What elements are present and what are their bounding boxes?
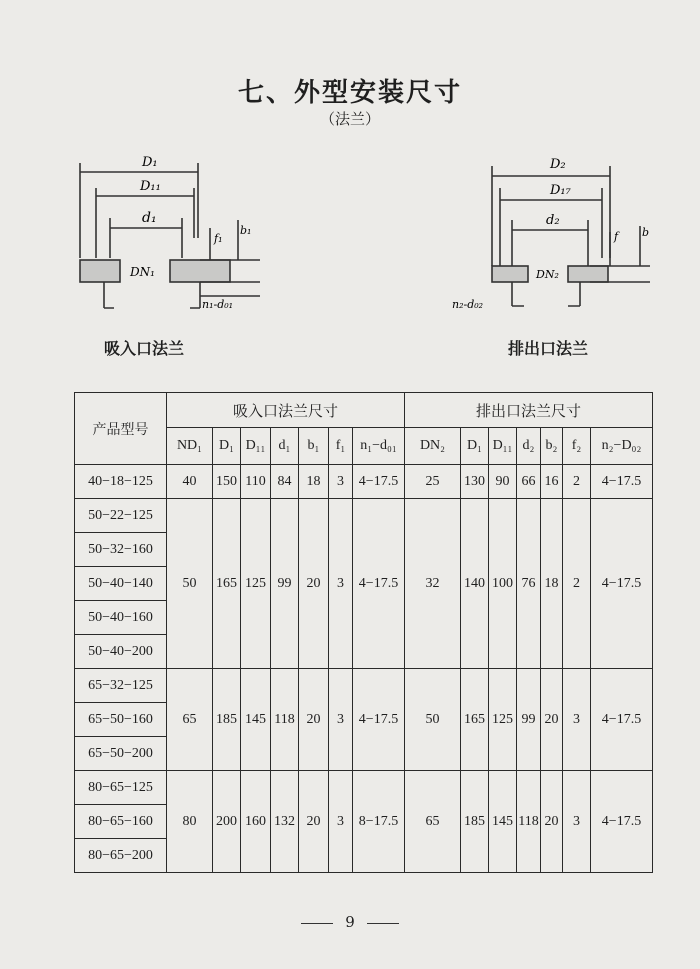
inlet-label-f: f₁ bbox=[214, 232, 223, 245]
inlet-value-cell: 8−17.5 bbox=[353, 771, 405, 873]
inlet-label-d: d₁ bbox=[142, 210, 157, 226]
outlet-col-header: d₂ bbox=[517, 428, 541, 465]
outlet-col-header: f₂ bbox=[563, 428, 591, 465]
outlet-value-cell: 99 bbox=[517, 669, 541, 771]
outlet-col-header: D₁₁ bbox=[489, 428, 517, 465]
inlet-value-cell: 3 bbox=[329, 465, 353, 499]
model-header: 产品型号 bbox=[75, 393, 167, 465]
model-cell: 50−40−200 bbox=[75, 635, 167, 669]
outlet-value-cell: 145 bbox=[489, 771, 517, 873]
inlet-value-cell: 4−17.5 bbox=[353, 465, 405, 499]
outlet-col-header: DN₂ bbox=[405, 428, 461, 465]
outlet-label-DN: DN₂ bbox=[536, 268, 559, 281]
model-cell: 50−22−125 bbox=[75, 499, 167, 533]
outlet-value-cell: 4−17.5 bbox=[591, 465, 653, 499]
outlet-value-cell: 20 bbox=[541, 771, 563, 873]
model-cell: 40−18−125 bbox=[75, 465, 167, 499]
model-cell: 80−65−160 bbox=[75, 805, 167, 839]
outlet-value-cell: 130 bbox=[461, 465, 489, 499]
inlet-col-header: ND₁ bbox=[167, 428, 213, 465]
flange-dimension-table bbox=[74, 392, 653, 873]
outlet-value-cell: 100 bbox=[489, 499, 517, 669]
inlet-col-header: D₁ bbox=[213, 428, 241, 465]
page-number: 9 bbox=[345, 913, 355, 931]
inlet-flange-caption: 吸入口法兰 bbox=[104, 339, 185, 358]
model-cell: 65−32−125 bbox=[75, 669, 167, 703]
inlet-value-cell: 40 bbox=[167, 465, 213, 499]
outlet-value-cell: 4−17.5 bbox=[591, 771, 653, 873]
outlet-group-header: 排出口法兰尺寸 bbox=[405, 393, 653, 428]
outlet-flange-caption: 排出口法兰 bbox=[508, 339, 589, 358]
inlet-group-header: 吸入口法兰尺寸 bbox=[167, 393, 405, 428]
inlet-value-cell: 84 bbox=[271, 465, 299, 499]
model-cell: 80−65−125 bbox=[75, 771, 167, 805]
inlet-value-cell: 80 bbox=[167, 771, 213, 873]
inlet-label-D1: D₁₁ bbox=[140, 179, 161, 194]
outlet-value-cell: 20 bbox=[541, 669, 563, 771]
model-cell: 65−50−200 bbox=[75, 737, 167, 771]
outlet-label-f: f bbox=[614, 230, 619, 243]
outlet-value-cell: 50 bbox=[405, 669, 461, 771]
inlet-value-cell: 145 bbox=[241, 669, 271, 771]
outlet-flange-drawing bbox=[450, 148, 660, 318]
outlet-value-cell: 3 bbox=[563, 771, 591, 873]
inlet-flange-drawing bbox=[70, 148, 270, 318]
inlet-value-cell: 65 bbox=[167, 669, 213, 771]
table-row bbox=[75, 669, 653, 703]
inlet-value-cell: 150 bbox=[213, 465, 241, 499]
outlet-col-header: b₂ bbox=[541, 428, 563, 465]
inlet-value-cell: 200 bbox=[213, 771, 241, 873]
inlet-value-cell: 4−17.5 bbox=[353, 669, 405, 771]
inlet-value-cell: 3 bbox=[329, 771, 353, 873]
model-cell: 50−40−160 bbox=[75, 601, 167, 635]
outlet-value-cell: 66 bbox=[517, 465, 541, 499]
page-title: 七、外型安装尺寸 bbox=[237, 78, 462, 108]
page-subtitle: （法兰） bbox=[319, 110, 380, 128]
outlet-label-d: d₂ bbox=[546, 213, 560, 228]
inlet-value-cell: 20 bbox=[299, 771, 329, 873]
model-cell: 50−40−140 bbox=[75, 567, 167, 601]
model-cell: 50−32−160 bbox=[75, 533, 167, 567]
outlet-value-cell: 16 bbox=[541, 465, 563, 499]
inlet-value-cell: 185 bbox=[213, 669, 241, 771]
outlet-label-D1: D₁₇ bbox=[550, 183, 571, 198]
table-row bbox=[75, 465, 653, 499]
inlet-value-cell: 20 bbox=[299, 669, 329, 771]
inlet-col-header: n₁−d₀₁ bbox=[353, 428, 405, 465]
outlet-value-cell: 2 bbox=[563, 499, 591, 669]
outlet-col-header: D₁ bbox=[461, 428, 489, 465]
outlet-value-cell: 4−17.5 bbox=[591, 499, 653, 669]
footer-dash-left bbox=[301, 923, 333, 924]
inlet-col-header: f₁ bbox=[329, 428, 353, 465]
page-number-footer bbox=[0, 913, 700, 931]
outlet-value-cell: 2 bbox=[563, 465, 591, 499]
inlet-col-header: d₁ bbox=[271, 428, 299, 465]
inlet-value-cell: 3 bbox=[329, 669, 353, 771]
inlet-value-cell: 132 bbox=[271, 771, 299, 873]
outlet-value-cell: 3 bbox=[563, 669, 591, 771]
outlet-value-cell: 4−17.5 bbox=[591, 669, 653, 771]
inlet-value-cell: 4−17.5 bbox=[353, 499, 405, 669]
inlet-label-D: D₁ bbox=[142, 155, 158, 170]
outlet-label-n: n₂-d₀₂ bbox=[452, 298, 484, 311]
inlet-col-header: D₁₁ bbox=[241, 428, 271, 465]
inlet-value-cell: 125 bbox=[241, 499, 271, 669]
table-row bbox=[75, 499, 653, 533]
inlet-value-cell: 18 bbox=[299, 465, 329, 499]
outlet-value-cell: 25 bbox=[405, 465, 461, 499]
outlet-value-cell: 165 bbox=[461, 669, 489, 771]
outlet-col-header: n₂−D₀₂ bbox=[591, 428, 653, 465]
outlet-label-D: D₂ bbox=[550, 157, 566, 172]
inlet-value-cell: 165 bbox=[213, 499, 241, 669]
outlet-value-cell: 118 bbox=[517, 771, 541, 873]
outlet-value-cell: 125 bbox=[489, 669, 517, 771]
model-cell: 65−50−160 bbox=[75, 703, 167, 737]
outlet-value-cell: 32 bbox=[405, 499, 461, 669]
inlet-label-b: b₁ bbox=[240, 224, 252, 237]
outlet-value-cell: 140 bbox=[461, 499, 489, 669]
outlet-value-cell: 18 bbox=[541, 499, 563, 669]
footer-dash-right bbox=[367, 923, 399, 924]
inlet-label-DN: DN₁ bbox=[130, 265, 155, 279]
inlet-value-cell: 118 bbox=[271, 669, 299, 771]
outlet-value-cell: 90 bbox=[489, 465, 517, 499]
model-cell: 80−65−200 bbox=[75, 839, 167, 873]
inlet-value-cell: 20 bbox=[299, 499, 329, 669]
outlet-label-b: b bbox=[642, 226, 650, 239]
table-row bbox=[75, 771, 653, 805]
inlet-value-cell: 3 bbox=[329, 499, 353, 669]
outlet-value-cell: 65 bbox=[405, 771, 461, 873]
inlet-value-cell: 50 bbox=[167, 499, 213, 669]
inlet-value-cell: 99 bbox=[271, 499, 299, 669]
inlet-col-header: b₁ bbox=[299, 428, 329, 465]
inlet-value-cell: 160 bbox=[241, 771, 271, 873]
inlet-label-n: n₁-d₀₁ bbox=[202, 298, 234, 311]
outlet-value-cell: 76 bbox=[517, 499, 541, 669]
outlet-value-cell: 185 bbox=[461, 771, 489, 873]
inlet-value-cell: 110 bbox=[241, 465, 271, 499]
